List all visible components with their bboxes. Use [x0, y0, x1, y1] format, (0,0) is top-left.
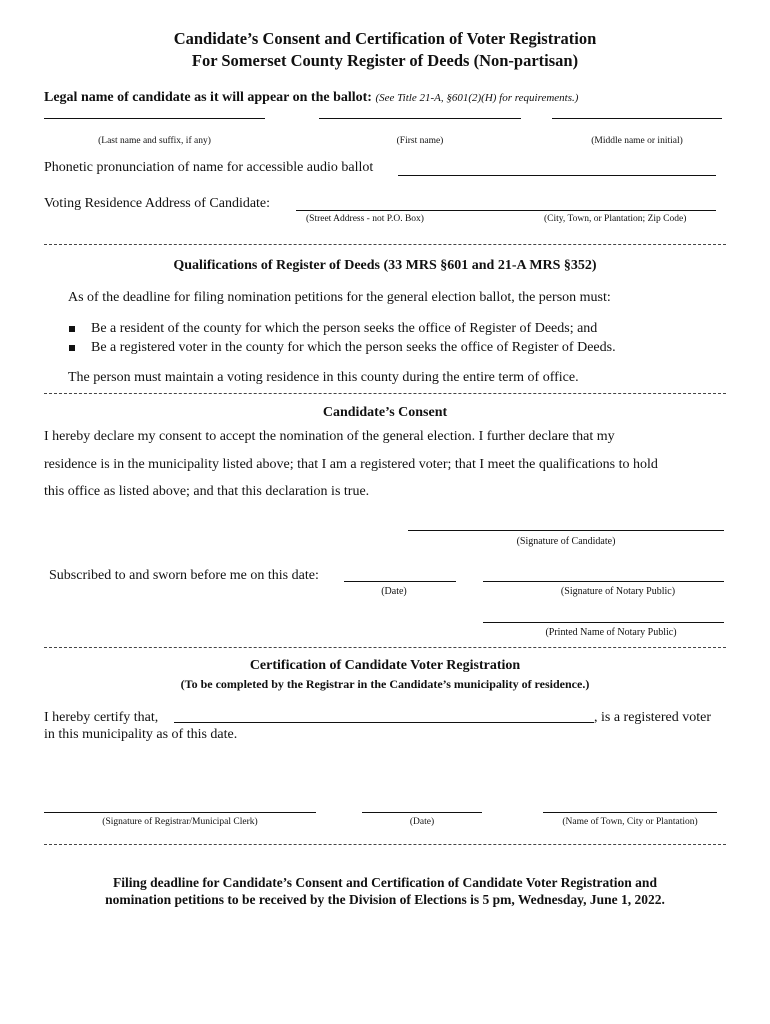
qualifications-intro: As of the deadline for filing nomination petitions for the general election ballot, the person must: — [68, 290, 611, 305]
notary-signature-caption: (Signature of Notary Public) — [560, 586, 676, 597]
registrar-signature-caption: (Signature of Registrar/Municipal Clerk) — [102, 817, 258, 827]
registrar-signature-field[interactable] — [44, 812, 316, 813]
first-name-field[interactable] — [319, 118, 521, 119]
legal-name-note: (See Title 21-A, §601(2)(H) for requirements.) — [375, 92, 579, 104]
residence-field[interactable] — [296, 210, 716, 211]
bullet-icon — [69, 345, 75, 351]
qualification-item-1: Be a resident of the county for which the person seeks the office of Register of Deeds; and — [91, 321, 598, 336]
phonetic-field[interactable] — [398, 175, 716, 176]
section-divider — [44, 393, 726, 394]
form-title-line1: Candidate’s Consent and Certification of Voter Registration — [173, 29, 597, 48]
last-name-caption: (Last name and suffix, if any) — [98, 136, 211, 146]
certification-date-field[interactable] — [362, 812, 482, 813]
qualification-item-2: Be a registered voter in the county for which the person seeks the office of Register of Deeds. — [91, 340, 616, 355]
candidate-signature-field[interactable] — [408, 530, 724, 531]
phonetic-label: Phonetic pronunciation of name for accessible audio ballot — [44, 160, 374, 175]
notary-printed-name-field[interactable] — [483, 622, 724, 623]
filing-deadline-line2: nomination petitions to be received by the Division of Elections is 5 pm, Wednesday, June 1, 2022. — [105, 892, 665, 907]
section-divider — [44, 244, 726, 245]
sworn-label: Subscribed to and sworn before me on this date: — [49, 568, 319, 583]
middle-name-caption: (Middle name or initial) — [591, 136, 683, 146]
candidate-signature-caption: (Signature of Candidate) — [516, 536, 616, 547]
consent-heading: Candidate’s Consent — [322, 405, 448, 420]
section-divider — [44, 844, 726, 845]
consent-text-line1: I hereby declare my consent to accept the nomination of the general election. I further declare that my — [44, 429, 615, 444]
consent-text-line3: this office as listed above; and that this declaration is true. — [44, 484, 370, 499]
bullet-icon — [69, 326, 75, 332]
qualifications-note: The person must maintain a voting residence in this county during the entire term of office. — [68, 370, 579, 385]
notary-signature-field[interactable] — [483, 581, 724, 582]
town-name-caption: (Name of Town, City or Plantation) — [562, 817, 698, 827]
sworn-date-field[interactable] — [344, 581, 456, 582]
certification-heading: Certification of Candidate Voter Registration — [249, 658, 521, 673]
city-caption: (City, Town, or Plantation; Zip Code) — [544, 214, 687, 224]
certify-voter-name-field[interactable] — [174, 722, 594, 723]
certify-line2: in this municipality as of this date. — [44, 727, 238, 742]
certification-date-caption: (Date) — [409, 817, 435, 827]
form-title-line2: For Somerset County Register of Deeds (Non-partisan) — [191, 51, 579, 70]
certify-prefix: I hereby certify that, — [44, 710, 159, 725]
consent-text-line2: residence is in the municipality listed above; that I am a registered voter; that I meet the qualifications to hold — [44, 457, 658, 472]
legal-name-label: Legal name of candidate as it will appear on the ballot: — [44, 90, 372, 105]
residence-label: Voting Residence Address of Candidate: — [44, 196, 271, 211]
notary-printed-caption: (Printed Name of Notary Public) — [545, 627, 677, 638]
last-name-field[interactable] — [44, 118, 265, 119]
middle-name-field[interactable] — [552, 118, 722, 119]
first-name-caption: (First name) — [396, 136, 444, 146]
section-divider — [44, 647, 726, 648]
town-name-field[interactable] — [543, 812, 717, 813]
legal-name-row — [44, 90, 578, 106]
certification-subheading: (To be completed by the Registrar in the Candidate’s municipality of residence.) — [180, 677, 590, 691]
certify-suffix: , is a registered voter — [594, 710, 712, 725]
qualifications-heading: Qualifications of Register of Deeds (33 MRS §601 and 21-A MRS §352) — [173, 258, 597, 273]
sworn-date-caption: (Date) — [381, 586, 407, 597]
street-caption: (Street Address - not P.O. Box) — [306, 214, 424, 224]
filing-deadline-line1: Filing deadline for Candidate’s Consent and Certification of Candidate Voter Registration and — [113, 875, 657, 890]
